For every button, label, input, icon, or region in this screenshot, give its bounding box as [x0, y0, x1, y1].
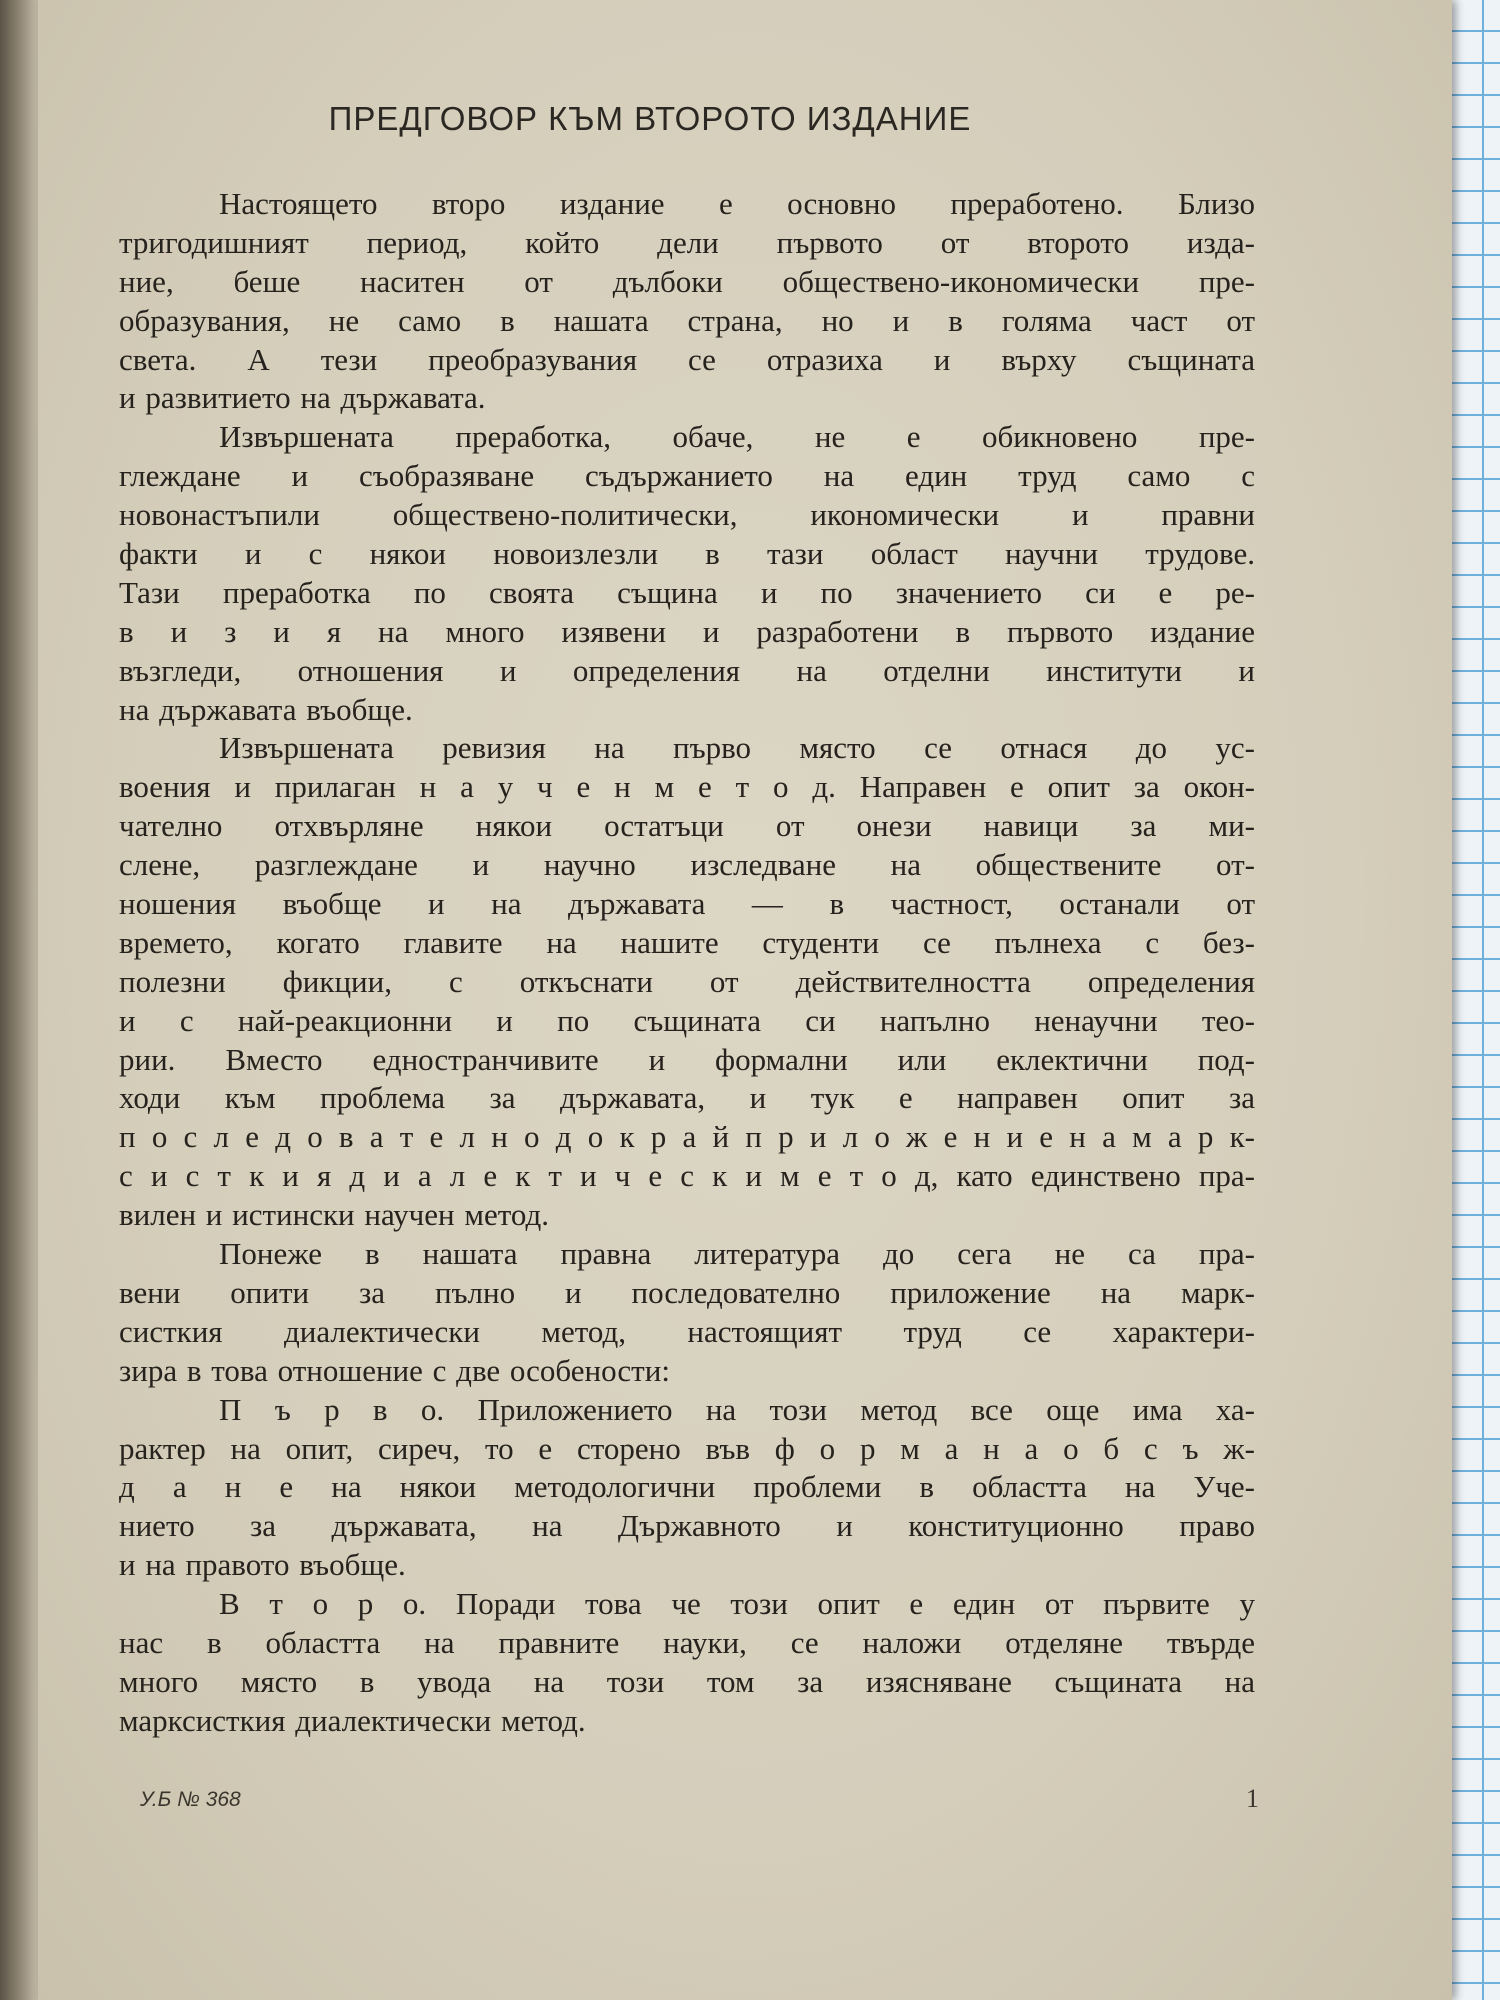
- text-line: зира в това отношение с две особености:: [119, 1352, 670, 1388]
- text-line: вени опити за пълно и последователно приложение на марк-: [119, 1274, 1255, 1310]
- text-line: чателно отхвърляне някои остатъци от онези навици за ми-: [119, 808, 1255, 844]
- text-line: с и с т к и я д и а л е к т и ч е с к и м е т о д, като единствено пра-: [119, 1158, 1255, 1194]
- paragraph: [119, 418, 1255, 729]
- text-line: света. А тези преобразувания се отразиха и върху същината: [119, 341, 1255, 377]
- text-line: ние, беше наситен от дълбоки обществено-икономически пре-: [119, 263, 1255, 299]
- text-line: Извършената ревизия на първо място се отнася до ус-: [219, 730, 1255, 766]
- text-line: рактер на опит, сиреч, то е сторено във ф о р м а н а о б с ъ ж-: [119, 1430, 1255, 1466]
- text-line: рии. Вместо едностранчивите и формални или еклектични под-: [119, 1041, 1255, 1077]
- text-line: времето, когато главите на нашите студенти се пълнеха с без-: [119, 924, 1255, 960]
- text-line: нас в областта на правните науки, се наложи отделяне твърде: [119, 1624, 1255, 1660]
- text-line: вилен и истински научен метод.: [119, 1197, 549, 1233]
- grid-paper-background: [1450, 0, 1500, 2000]
- text-line: тригодишният период, който дели първото от второто изда-: [119, 224, 1255, 260]
- body-text: [119, 185, 1255, 1741]
- book-spine-edge: [0, 0, 40, 2000]
- text-line: много място в увода на този том за изясняване същината на: [119, 1663, 1255, 1699]
- text-line: п о с л е д о в а т е л н о д о к р а й п р и л о ж е н и е н а м а р к-: [119, 1119, 1255, 1155]
- text-line: и развитието на държавата.: [119, 380, 486, 416]
- text-line: слене, разглеждане и научно изследване на обществените от-: [119, 847, 1255, 883]
- text-line: ношения въобще и на държавата — в частност, останали от: [119, 886, 1255, 922]
- text-line: Извършената преработка, обаче, не е обикновено пре-: [219, 419, 1255, 455]
- text-line: и с най-реакционни и по същината си напълно ненаучни тео-: [119, 1002, 1255, 1038]
- text-line: марксисткия диалектически метод.: [119, 1702, 586, 1738]
- paragraph: [119, 729, 1255, 1235]
- paragraph: [119, 1391, 1255, 1585]
- text-line: полезни фикции, с откъснати от действителността определения: [119, 963, 1255, 999]
- book-page: [38, 0, 1452, 2000]
- text-line: Тази преработка по своята същина и по значението си е ре-: [119, 574, 1255, 610]
- text-line: систкия диалектически метод, настоящият труд се характери-: [119, 1313, 1255, 1349]
- text-line: ходи към проблема за държавата, и тук е направен опит за: [119, 1080, 1255, 1116]
- text-line: в и з и я на много изявени и разработени в първото издание: [119, 613, 1255, 649]
- paragraph: [119, 1235, 1255, 1391]
- page-number: 1: [1246, 1784, 1259, 1813]
- text-line: Настоящето второ издание е основно преработено. Близо: [219, 186, 1255, 221]
- text-line: образувания, не само в нашата страна, но и в голяма част от: [119, 302, 1255, 338]
- text-line: глеждане и съобразяване съдържанието на един труд само с: [119, 458, 1255, 494]
- paragraph: [119, 185, 1255, 418]
- text-line: новонастъпили обществено-политически, икономически и правни: [119, 497, 1255, 533]
- text-line: П ъ р в о. Приложението на този метод все още има ха-: [219, 1391, 1255, 1427]
- page-title: ПРЕДГОВОР КЪМ ВТОРОТО ИЗДАНИЕ: [328, 100, 972, 137]
- paragraph: [119, 1585, 1255, 1741]
- text-line: воения и прилаган н а у ч е н м е т о д. Направен е опит за окон-: [119, 769, 1255, 805]
- text-line: Понеже в нашата правна литература до сега не са пра-: [219, 1236, 1255, 1272]
- imprint-number: У.Б № 368: [140, 1788, 241, 1811]
- text-line: В т о р о. Поради това че този опит е един от първите у: [219, 1586, 1255, 1622]
- text-line: и на правото въобще.: [119, 1547, 406, 1583]
- text-line: на държавата въобще.: [119, 691, 413, 727]
- text-line: д а н е на някои методологични проблеми в областта на Уче-: [119, 1469, 1255, 1505]
- text-line: възгледи, отношения и определения на отделни институти и: [119, 652, 1255, 688]
- text-line: факти и с някои новоизлезли в тази област научни трудове.: [119, 536, 1255, 572]
- text-line: нието за държавата, на Държавното и конституционно право: [119, 1508, 1255, 1544]
